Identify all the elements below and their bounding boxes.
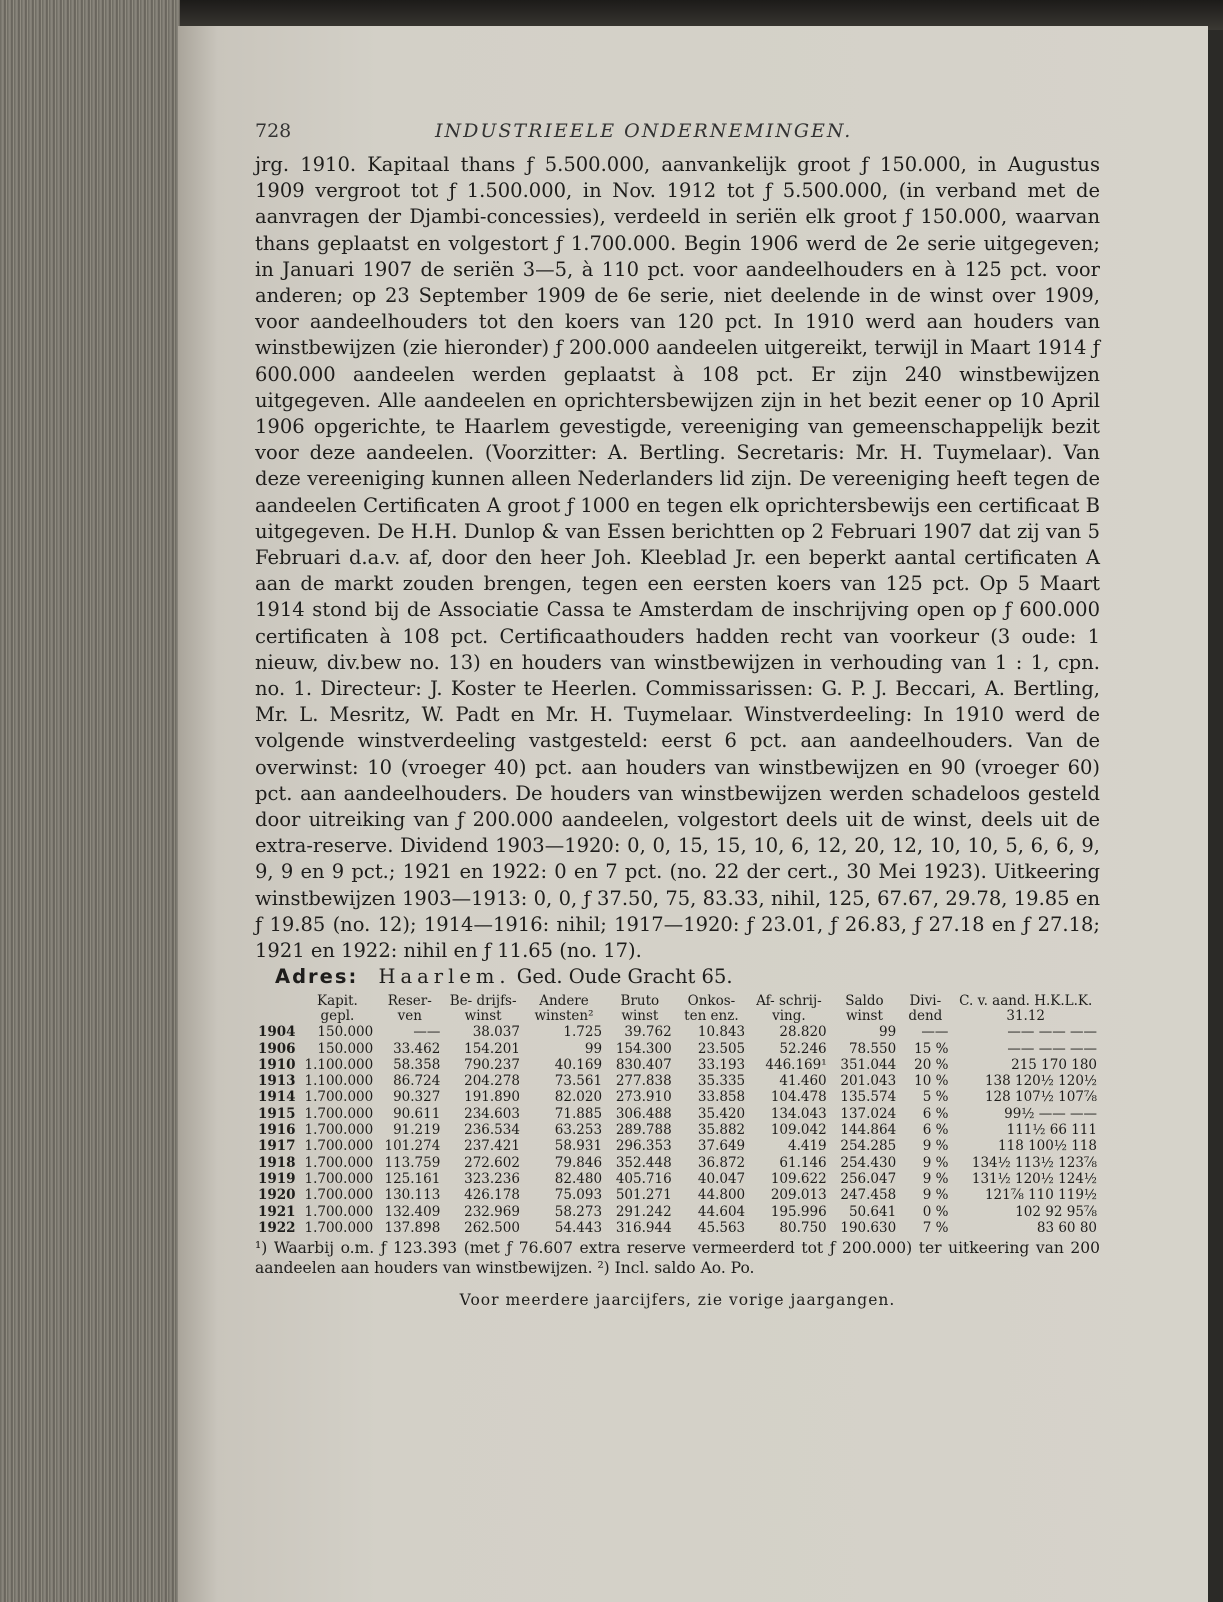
body-paragraph: jrg. 1910. Kapitaal thans ƒ 5.500.000, aanvankelijk groot ƒ 150.000, in Augustus 1909 vergroot tot ƒ 1.500.000, in Nov. 1912 tot ƒ 5.500.000, (in verband met de aanvragen der Djambi-concessies), verdeeld in seriën elk groot ƒ 150.000, waarvan thans geplaatst en volgestort ƒ 1.700.000. Begin 1906 werd de 2e serie uitgegeven; in Januari 1907 de seriën 3—5, à 110 pct. voor aandeelhouders en à 125 pct. voor anderen; op 23 September 1909 de 6e serie, niet deelende in de winst over 1909, voor aandeelhouders tot den koers van 120 pct. In 1910 werd aan houders van winstbewijzen (zie hieronder) ƒ 200.000 aandeelen uitgereikt, terwijl in Maart 1914 ƒ 600.000 aandeelen werden geplaatst à 108 pct. Er zijn 240 winstbewijzen uitgegeven. Alle aandeelen en oprichtersbewijzen zijn in het bezit eener op 10 April 1906 opgerichte, te Haarlem gevestigde, vereeniging van gemeenschappelijk bezit voor deze aandeelen. (Voorzitter: A. Bertling. Secretaris: Mr. H. Tuymelaar). Van deze vereeniging kunnen alleen Nederlanders lid zijn. De vereeniging heeft tegen de aandeelen Certificaten A groot ƒ 1000 en tegen elk oprichtersbewijs een certificaat B uitgegeven. De H.H. Dunlop & van Essen berichtten op 2 Februari 1907 dat zij van 5 Februari d.a.v. af, door den heer Joh. Kleeblad Jr. een beperkt aantal certificaten A aan de markt zouden brengen, tegen een eersten koers van 125 pct. Op 5 Maart 1914 stond bij de Associatie Cassa te Amsterdam de inschrijving open op ƒ 600.000 certificaten à 108 pct. Certificaathouders hadden recht van voorkeur (3 oude: 1 nieuw, div.bew no. 13) en houders van winstbewijzen in verhouding van 1 : 1, cpn. no. 1. Directeur: J. Koster te Heerlen. Commissarissen: G. P. J. Beccari, A. Bertling, Mr. L. Mesritz, W. Padt en Mr. H. Tuymelaar. Winstverdeeling: In 1910 werd de volgende winstverdeeling vastgesteld: eerst 6 pct. aan aandeelhouders. Van de overwinst: 10 (vroeger 40) pct. aan houders van winstbewijzen en 90 (vroeger 60) pct. aan aandeelhouders. De houders van winstbewijzen werden schadeloos gesteld door uitreiking van ƒ 200.000 aandeelen, volgestort deels uit de winst, deels uit de extra-reserve. Dividend 1903—1920: 0, 0, 15, 15, 10, 6, 12, 20, 12, 10, 10, 5, 6, 6, 9, 9, 9 en 9 pct.; 1921 en 1922: 0 en 7 pct. (no. 22 der cert., 30 Mei 1923). Uitkeering winstbewijzen 1903—1913: 0, 0, ƒ 37.50, 75, 83.33, nihil, 125, 67.67, 29.78, 19.85 en ƒ 19.85 (no. 12); 1914—1916: nihil; 1917—1920: ƒ 23.01, ƒ 26.83, ƒ 27.18 en ƒ 27.18; 1921 en 1922: nihil en ƒ 11.65 (no. 17). xyxy=(255,153,1100,963)
table-cell: 131½ 120½ 124½ xyxy=(971,1170,1097,1187)
table-cell: 830.407 xyxy=(615,1056,672,1073)
table-cell: 272.602 xyxy=(464,1154,520,1171)
table-header-cell: Andere winsten² xyxy=(534,993,594,1025)
running-title: INDUSTRIEELE ONDERNEMINGEN. xyxy=(435,120,853,142)
table-cell: 99 xyxy=(584,1040,603,1057)
table-row xyxy=(255,1138,1100,1154)
table-year-cell: 1922 xyxy=(258,1219,296,1236)
table-cell: 40.169 xyxy=(554,1056,603,1073)
table-cell: 6 % xyxy=(922,1105,949,1122)
book-edge xyxy=(0,0,180,1602)
table-cell: 426.178 xyxy=(464,1187,520,1204)
table-cell: 38.037 xyxy=(472,1024,520,1041)
table-cell: 209.013 xyxy=(770,1187,827,1204)
table-cell: 111½ 66 111 xyxy=(1006,1122,1097,1139)
table-year-cell: 1916 xyxy=(258,1122,296,1139)
table-cell: 99½ —— —— xyxy=(1004,1105,1097,1122)
table-header-cell: Onkos- ten enz. xyxy=(684,993,739,1025)
table-year-cell: 1915 xyxy=(258,1105,296,1122)
table-cell: 9 % xyxy=(922,1170,949,1187)
table-cell: 121⅞ 110 119½ xyxy=(984,1187,1097,1204)
table-cell: 9 % xyxy=(922,1154,949,1171)
table-cell: 23.505 xyxy=(697,1040,746,1057)
table-cell: 215 170 180 xyxy=(1011,1056,1097,1073)
table-cell: 52.246 xyxy=(779,1040,827,1057)
table-cell: 7 % xyxy=(922,1219,949,1236)
table-cell: 790.237 xyxy=(464,1056,520,1073)
table-cell: 1.700.000 xyxy=(304,1138,374,1155)
table-cell: 232.969 xyxy=(464,1203,520,1220)
table-row xyxy=(255,1122,1100,1138)
table-cell: 201.043 xyxy=(840,1073,897,1090)
page-number: 728 xyxy=(255,120,292,142)
table-cell: 134.043 xyxy=(770,1105,827,1122)
table-header-cell: Divi- dend xyxy=(908,993,943,1025)
table-cell: 4.419 xyxy=(788,1138,827,1155)
table-header-cell: Reser- ven xyxy=(387,993,432,1025)
table-cell: 35.882 xyxy=(697,1122,746,1139)
table-cell: 306.488 xyxy=(615,1105,672,1122)
table-row xyxy=(255,1089,1100,1105)
table-cell: 118 100½ 118 xyxy=(998,1138,1097,1155)
table-cell: 144.864 xyxy=(840,1122,897,1139)
table-cell: 45.563 xyxy=(697,1219,746,1236)
table-cell: 132.409 xyxy=(384,1203,441,1220)
table-cell: 316.944 xyxy=(615,1219,672,1236)
table-cell: 237.421 xyxy=(464,1138,520,1155)
table-header-cell: C. v. aand. H.K.L.K. 31.12 xyxy=(959,993,1093,1025)
table-cell: 137.024 xyxy=(840,1105,897,1122)
table-cell: 1.725 xyxy=(563,1024,603,1041)
table-cell: 113.759 xyxy=(384,1154,441,1171)
table-cell: 254.430 xyxy=(840,1154,897,1171)
table-cell: 41.460 xyxy=(779,1073,827,1090)
running-header xyxy=(255,120,1100,152)
table-cell: 37.649 xyxy=(697,1138,746,1155)
table-year-cell: 1917 xyxy=(258,1138,296,1155)
table-cell: 1.700.000 xyxy=(304,1154,374,1171)
table-cell: —— xyxy=(413,1024,441,1041)
table-cell: 204.278 xyxy=(464,1073,520,1090)
table-cell: 256.047 xyxy=(840,1170,897,1187)
table-cell: 80.750 xyxy=(779,1219,827,1236)
table-cell: 102 92 95⅞ xyxy=(1015,1203,1097,1220)
footnote: ¹) Waarbij o.m. ƒ 123.393 (met ƒ 76.607 extra reserve vermeerderd tot ƒ 200.000) ter uitkeering van 200 aandeelen aan houders van winstbewijzen. ²) Incl. saldo Ao. Po. xyxy=(255,1239,1100,1278)
table-header-cell: Be- drijfs- winst xyxy=(449,993,517,1025)
table-cell: 54.443 xyxy=(554,1219,603,1236)
table-cell: 33.462 xyxy=(393,1040,441,1057)
table-cell: 150.000 xyxy=(317,1024,374,1041)
table-cell: 20 % xyxy=(914,1056,949,1073)
table-cell: 9 % xyxy=(922,1187,949,1204)
table-cell: 109.042 xyxy=(770,1122,827,1139)
table-year-cell: 1918 xyxy=(258,1154,296,1171)
table-cell: 86.724 xyxy=(393,1073,441,1090)
table-header-cell: Af- schrij- ving. xyxy=(756,993,822,1025)
table-cell: 291.242 xyxy=(615,1203,672,1220)
table-cell: 90.327 xyxy=(393,1089,441,1106)
table-cell: 99 xyxy=(879,1024,897,1041)
table-cell: 154.300 xyxy=(615,1040,672,1057)
table-cell: 1.100.000 xyxy=(304,1056,374,1073)
table-cell: 104.478 xyxy=(770,1089,827,1106)
table-cell: 234.603 xyxy=(464,1105,520,1122)
table-cell: 10.843 xyxy=(697,1024,746,1041)
table-cell: 61.146 xyxy=(779,1154,827,1171)
table-header-row xyxy=(255,994,1100,1024)
table-row xyxy=(255,1204,1100,1220)
table-cell: 247.458 xyxy=(840,1187,897,1204)
table-cell: 1.700.000 xyxy=(304,1203,374,1220)
table-cell: 277.838 xyxy=(615,1073,672,1090)
table-cell: 128 107½ 107⅞ xyxy=(984,1089,1097,1106)
table-cell: 44.800 xyxy=(697,1187,746,1204)
table-cell: 134½ 113½ 123⅞ xyxy=(971,1154,1097,1171)
table-row xyxy=(255,1106,1100,1122)
table-row xyxy=(255,1155,1100,1171)
table-cell: 150.000 xyxy=(317,1040,374,1057)
table-cell: 58.931 xyxy=(554,1138,603,1155)
table-year-cell: 1920 xyxy=(258,1187,296,1204)
table-row xyxy=(255,1220,1100,1236)
table-year-cell: 1914 xyxy=(258,1089,296,1106)
table-cell: 63.253 xyxy=(554,1122,603,1139)
table-year-cell: 1913 xyxy=(258,1073,296,1090)
table-header-cell: Bruto winst xyxy=(620,993,660,1025)
table-cell: —— xyxy=(921,1024,949,1041)
table-row xyxy=(255,1041,1100,1057)
address-city: Haarlem. xyxy=(378,965,511,989)
table-cell: 91.219 xyxy=(393,1122,441,1139)
table-cell: 236.534 xyxy=(464,1122,520,1139)
table-cell: 101.274 xyxy=(384,1138,441,1155)
table-cell: 1.700.000 xyxy=(304,1105,374,1122)
table-cell: 1.700.000 xyxy=(304,1170,374,1187)
table-cell: 33.193 xyxy=(697,1056,746,1073)
page-content xyxy=(255,120,1100,1310)
footnote-more-years: Voor meerdere jaarcijfers, zie vorige jaargangen. xyxy=(459,1291,896,1310)
table-year-cell: 1919 xyxy=(258,1170,296,1187)
table-header-cell: Kapit. gepl. xyxy=(316,993,358,1025)
table-cell: 33.858 xyxy=(697,1089,746,1106)
table-cell: 10 % xyxy=(914,1073,949,1090)
table-body xyxy=(255,1024,1100,1236)
table-cell: 0 % xyxy=(922,1203,949,1220)
table-cell: 323.236 xyxy=(464,1170,520,1187)
table-year-cell: 1921 xyxy=(258,1203,296,1220)
table-cell: 351.044 xyxy=(840,1056,897,1073)
table-cell: 75.093 xyxy=(554,1187,603,1204)
table-cell: 352.448 xyxy=(615,1154,672,1171)
table-cell: 1.700.000 xyxy=(304,1187,374,1204)
table-header-cell: Saldo winst xyxy=(845,993,884,1025)
table-row xyxy=(255,1073,1100,1089)
table-cell: 1.700.000 xyxy=(304,1122,374,1139)
table-year-cell: 1910 xyxy=(258,1056,296,1073)
table-row xyxy=(255,1057,1100,1073)
table-cell: 35.335 xyxy=(697,1073,746,1090)
table-row xyxy=(255,1187,1100,1203)
table-year-cell: 1906 xyxy=(258,1040,296,1057)
table-cell: 446.169¹ xyxy=(765,1056,827,1073)
table-cell: 254.285 xyxy=(840,1138,897,1155)
table-cell: 83 60 80 xyxy=(1036,1219,1097,1236)
table-cell: 9 % xyxy=(922,1138,949,1155)
table-cell: 109.622 xyxy=(770,1170,827,1187)
table-cell: 262.500 xyxy=(464,1219,520,1236)
table-cell: 44.604 xyxy=(697,1203,746,1220)
table-cell: 405.716 xyxy=(615,1170,672,1187)
table-cell: 1.700.000 xyxy=(304,1219,374,1236)
table-cell: 6 % xyxy=(922,1122,949,1139)
table-cell: 501.271 xyxy=(615,1187,672,1204)
table-row xyxy=(255,1171,1100,1187)
table-cell: 125.161 xyxy=(384,1170,441,1187)
table-cell: 73.561 xyxy=(554,1073,603,1090)
address-street: Ged. Oude Gracht 65. xyxy=(516,965,733,989)
table-cell: 296.353 xyxy=(615,1138,672,1155)
table-cell: —— —— —— xyxy=(1007,1040,1097,1057)
table-cell: 50.641 xyxy=(848,1203,897,1220)
table-cell: 190.630 xyxy=(840,1219,897,1236)
table-cell: 289.788 xyxy=(615,1122,672,1139)
table-cell: 191.890 xyxy=(464,1089,520,1106)
address-line xyxy=(255,964,1100,990)
table-year-cell: 1904 xyxy=(258,1024,296,1041)
table-cell: 28.820 xyxy=(779,1024,827,1041)
table-cell: 36.872 xyxy=(697,1154,746,1171)
table-cell: 58.358 xyxy=(393,1056,441,1073)
table-cell: 90.611 xyxy=(393,1105,441,1122)
table-row xyxy=(255,1024,1100,1040)
financial-table xyxy=(255,994,1100,1236)
table-cell: 5 % xyxy=(922,1089,949,1106)
table-cell: 71.885 xyxy=(554,1105,603,1122)
table-cell: 130.113 xyxy=(384,1187,441,1204)
table-cell: 154.201 xyxy=(464,1040,520,1057)
table-cell: 40.047 xyxy=(697,1170,746,1187)
table-cell: 138 120½ 120½ xyxy=(984,1073,1097,1090)
table-cell: 135.574 xyxy=(840,1089,897,1106)
table-cell: 1.700.000 xyxy=(304,1089,374,1106)
table-cell: 195.996 xyxy=(770,1203,827,1220)
table-cell: 39.762 xyxy=(624,1024,672,1041)
address-label: Adres: xyxy=(275,965,359,989)
table-cell: 82.480 xyxy=(554,1170,603,1187)
table-header-cell xyxy=(255,994,299,1024)
table-cell: 15 % xyxy=(914,1040,949,1057)
table-cell: —— —— —— xyxy=(1007,1024,1097,1041)
table-cell: 1.100.000 xyxy=(304,1073,374,1090)
table-cell: 79.846 xyxy=(554,1154,603,1171)
table-cell: 82.020 xyxy=(554,1089,603,1106)
table-cell: 35.420 xyxy=(697,1105,746,1122)
table-cell: 58.273 xyxy=(554,1203,603,1220)
table-cell: 78.550 xyxy=(848,1040,897,1057)
table-cell: 137.898 xyxy=(384,1219,441,1236)
table-cell: 273.910 xyxy=(615,1089,672,1106)
